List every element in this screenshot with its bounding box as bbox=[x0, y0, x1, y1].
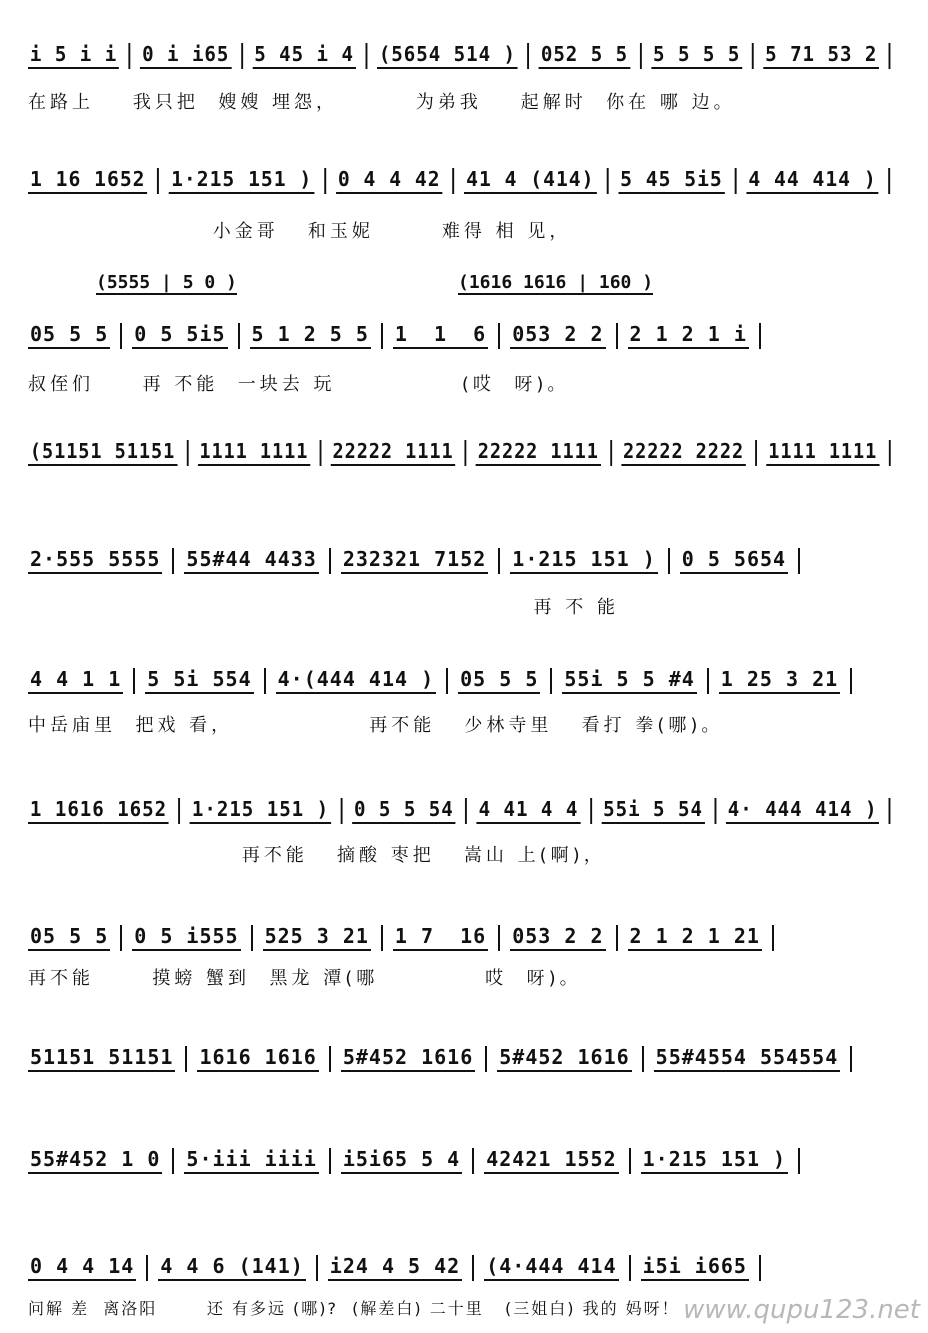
barline bbox=[120, 323, 122, 349]
barline bbox=[668, 548, 670, 574]
barline bbox=[640, 43, 642, 69]
measure: 1111 1111 bbox=[197, 439, 310, 466]
measure: (5654 514 ) bbox=[377, 42, 518, 69]
barline bbox=[889, 798, 891, 824]
measure: 5·iii iiii bbox=[184, 1147, 318, 1174]
system-6 bbox=[28, 665, 900, 745]
measure: 4· 444 414 ) bbox=[726, 797, 879, 824]
barline bbox=[341, 798, 343, 824]
measure: 053 2 2 bbox=[510, 322, 605, 349]
notes-row-2 bbox=[28, 167, 900, 194]
barline bbox=[329, 1148, 331, 1174]
barline bbox=[241, 43, 243, 69]
barline bbox=[452, 168, 454, 194]
measure: 22222 1111 bbox=[476, 439, 601, 466]
lyrics-5: 再 不 能 bbox=[28, 597, 619, 618]
barline bbox=[889, 168, 891, 194]
barline bbox=[472, 1255, 474, 1281]
measure: 1 25 3 21 bbox=[719, 667, 840, 694]
barline bbox=[772, 925, 774, 951]
barline bbox=[472, 1148, 474, 1174]
barline bbox=[888, 440, 890, 466]
lyrics-6: 中岳庙里 把戏 看， 再不能 少林寺里 看打 拳(哪)。 bbox=[28, 715, 724, 736]
measure: 1 7 16 bbox=[393, 924, 488, 951]
watermark: www.qupu123.net bbox=[683, 1295, 920, 1325]
measure: 5 5 5 5 bbox=[651, 42, 742, 69]
lyrics-2: 小金哥 和玉妮 难得 相 见， bbox=[28, 221, 572, 242]
measure: 1·215 151 ) bbox=[641, 1147, 788, 1174]
measure: 4 4 6 (141) bbox=[158, 1254, 305, 1281]
measure: 1 1 6 bbox=[393, 322, 488, 349]
measure: 55#452 1 0 bbox=[28, 1147, 162, 1174]
barline bbox=[498, 323, 500, 349]
measure: 4 41 4 4 bbox=[477, 797, 581, 824]
barline bbox=[329, 548, 331, 574]
barline bbox=[316, 1255, 318, 1281]
barline bbox=[381, 925, 383, 951]
measure: 1616 1616 bbox=[197, 1045, 318, 1072]
measure: 0 5 5i5 bbox=[132, 322, 227, 349]
measure: (51151 51151 bbox=[28, 439, 177, 466]
measure: 5#452 1616 bbox=[341, 1045, 475, 1072]
barline bbox=[251, 925, 253, 951]
system-2 bbox=[28, 165, 900, 245]
barline bbox=[365, 43, 367, 69]
barline bbox=[889, 43, 891, 69]
barline bbox=[759, 323, 761, 349]
barline bbox=[759, 1255, 761, 1281]
notes-row-10 bbox=[28, 1147, 810, 1174]
measure: 5 71 53 2 bbox=[763, 42, 879, 69]
measure: 5 45 i 4 bbox=[252, 42, 356, 69]
system-3 bbox=[28, 320, 900, 400]
measure: 05 5 5 bbox=[458, 667, 540, 694]
barline bbox=[186, 440, 188, 466]
measure: 0 5 i555 bbox=[132, 924, 240, 951]
measure: 0 i i65 bbox=[140, 42, 231, 69]
barline bbox=[616, 925, 618, 951]
measure: 1·215 151 ) bbox=[190, 797, 331, 824]
measure: 232321 7152 bbox=[341, 547, 488, 574]
measure: i5i i665 bbox=[641, 1254, 749, 1281]
measure: 1 16 1652 bbox=[28, 167, 147, 194]
measure: 05 5 5 bbox=[28, 924, 110, 951]
measure: 0 4 4 42 bbox=[336, 167, 443, 194]
barline bbox=[606, 168, 608, 194]
barline bbox=[498, 925, 500, 951]
measure: 1·215 151 ) bbox=[169, 167, 314, 194]
measure: 053 2 2 bbox=[510, 924, 605, 951]
measure: 5#452 1616 bbox=[497, 1045, 631, 1072]
barline bbox=[172, 1148, 174, 1174]
measure: 55i 5 54 bbox=[601, 797, 705, 824]
notes-row-8 bbox=[28, 924, 784, 951]
barline bbox=[498, 548, 500, 574]
measure: 2·555 5555 bbox=[28, 547, 162, 574]
barline bbox=[798, 548, 800, 574]
barline bbox=[120, 925, 122, 951]
barline bbox=[629, 1255, 631, 1281]
measure: i 5 i i bbox=[28, 42, 119, 69]
barline bbox=[329, 1046, 331, 1072]
barline bbox=[446, 668, 448, 694]
barline bbox=[707, 668, 709, 694]
measure: 55#44 4433 bbox=[184, 547, 318, 574]
barline bbox=[755, 440, 757, 466]
lyrics-3: 叔侄们 再 不能 一块去 玩 (哎 呀)。 bbox=[28, 374, 570, 395]
system-9 bbox=[28, 1043, 900, 1093]
barline bbox=[324, 168, 326, 194]
measure: 55#4554 554554 bbox=[654, 1045, 841, 1072]
barline bbox=[616, 323, 618, 349]
barline bbox=[238, 323, 240, 349]
lyrics-11: 问解 差 离洛阳 还 有多远 (哪)? (解差白) 二十里 (三姐白) 我的 妈呀！ bbox=[28, 1299, 680, 1318]
barline bbox=[146, 1255, 148, 1281]
system-7 bbox=[28, 795, 900, 875]
barline bbox=[629, 1148, 631, 1174]
system-4 bbox=[28, 437, 900, 487]
measure: 0 5 5 54 bbox=[352, 797, 456, 824]
barline bbox=[850, 1046, 852, 1072]
barline bbox=[157, 168, 159, 194]
measure: 42421 1552 bbox=[484, 1147, 618, 1174]
barline bbox=[714, 798, 716, 824]
barline bbox=[172, 548, 174, 574]
barline bbox=[133, 668, 135, 694]
barline bbox=[465, 798, 467, 824]
notes-row-3 bbox=[28, 322, 771, 349]
measure: 525 3 21 bbox=[263, 924, 371, 951]
measure: 052 5 5 bbox=[539, 42, 630, 69]
barline bbox=[485, 1046, 487, 1072]
barline bbox=[798, 1148, 800, 1174]
intro-left: (5555 | 5 0 ) bbox=[96, 272, 237, 293]
barline bbox=[590, 798, 592, 824]
measure: 22222 1111 bbox=[331, 439, 456, 466]
lyrics-1: 在路上 我只把 嫂嫂 埋怨， 为弟我 起解时 你在 哪 边。 bbox=[28, 92, 736, 113]
notes-row-11 bbox=[28, 1254, 771, 1281]
measure: 55i 5 5 #4 bbox=[562, 667, 696, 694]
system-8 bbox=[28, 922, 900, 1002]
barline bbox=[850, 668, 852, 694]
barline bbox=[264, 668, 266, 694]
measure: 0 4 4 14 bbox=[28, 1254, 136, 1281]
intro-right: (1616 1616 | 160 ) bbox=[458, 272, 654, 293]
measure: 2 1 2 1 21 bbox=[628, 924, 762, 951]
notes-row-4 bbox=[28, 439, 900, 466]
notes-row-7 bbox=[28, 797, 900, 824]
measure: 4·(444 414 ) bbox=[276, 667, 437, 694]
measure: 51151 51151 bbox=[28, 1045, 175, 1072]
measure: 0 5 5654 bbox=[680, 547, 788, 574]
measure: 05 5 5 bbox=[28, 322, 110, 349]
barline bbox=[129, 43, 131, 69]
system-1 bbox=[28, 40, 900, 120]
measure: (4·444 414 bbox=[484, 1254, 618, 1281]
measure: 1 1616 1652 bbox=[28, 797, 169, 824]
barline bbox=[735, 168, 737, 194]
measure: 22222 2222 bbox=[621, 439, 746, 466]
barline bbox=[465, 440, 467, 466]
measure: 5 5i 554 bbox=[145, 667, 253, 694]
barline bbox=[642, 1046, 644, 1072]
measure: i5i65 5 4 bbox=[341, 1147, 462, 1174]
measure: 1·215 151 ) bbox=[510, 547, 657, 574]
barline bbox=[610, 440, 612, 466]
notes-row-1 bbox=[28, 42, 900, 69]
measure: 5 45 5i5 bbox=[618, 167, 725, 194]
barline bbox=[550, 668, 552, 694]
notes-row-5 bbox=[28, 547, 810, 574]
notes-row-9 bbox=[28, 1045, 862, 1072]
lyrics-8: 再不能 摸螃 蟹到 黑龙 潭(哪 哎 呀)。 bbox=[28, 968, 582, 989]
measure: 5 1 2 5 5 bbox=[250, 322, 371, 349]
measure: 41 4 (414) bbox=[464, 167, 596, 194]
barline bbox=[179, 798, 181, 824]
barline bbox=[527, 43, 529, 69]
lyrics-7: 再不能 摘酸 枣把 嵩山 上(啊)， bbox=[28, 845, 606, 866]
barline bbox=[752, 43, 754, 69]
notes-row-6 bbox=[28, 667, 862, 694]
measure: i24 4 5 42 bbox=[328, 1254, 462, 1281]
measure: 4 44 414 ) bbox=[746, 167, 878, 194]
measure: 1111 1111 bbox=[766, 439, 879, 466]
barline bbox=[185, 1046, 187, 1072]
barline bbox=[381, 323, 383, 349]
measure: 2 1 2 1 i bbox=[628, 322, 749, 349]
barline bbox=[319, 440, 321, 466]
system-10 bbox=[28, 1145, 900, 1195]
system-5 bbox=[28, 545, 900, 625]
measure: 4 4 1 1 bbox=[28, 667, 123, 694]
